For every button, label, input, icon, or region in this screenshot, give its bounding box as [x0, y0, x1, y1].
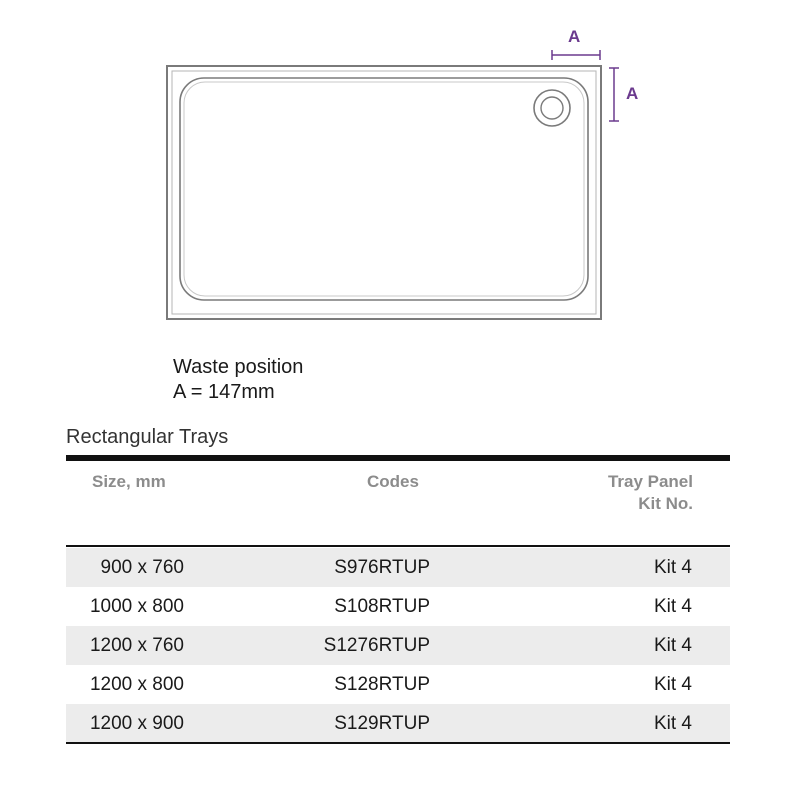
- tray-diagram: [0, 0, 800, 340]
- table-bottom-rule: [66, 742, 730, 744]
- table-title: Rectangular Trays: [66, 426, 229, 448]
- cell-size: 1200 x 800: [89, 674, 184, 695]
- dimension-label-side: A: [626, 84, 639, 103]
- cell-kit: Kit 4: [653, 596, 692, 617]
- cell-code: S129RTUP: [334, 713, 430, 734]
- waste-position-caption: [173, 355, 303, 405]
- header-size: Size, mm: [92, 472, 166, 491]
- cell-code: S976RTUP: [334, 557, 430, 578]
- table-top-rule: [66, 455, 730, 461]
- cell-size: 1200 x 760: [89, 635, 184, 656]
- cell-kit: Kit 4: [653, 557, 692, 578]
- cell-code: S1276RTUP: [323, 635, 430, 656]
- cell-kit: Kit 4: [653, 713, 692, 734]
- header-tray-panel-line2: Kit No.: [638, 494, 693, 513]
- header-tray-panel-line1: Tray Panel: [607, 472, 693, 491]
- cell-kit: Kit 4: [653, 674, 692, 695]
- cell-size: 1000 x 800: [89, 596, 184, 617]
- table-row: [66, 626, 730, 665]
- cell-code: S128RTUP: [334, 674, 430, 695]
- waste-position-label: Waste position: [173, 356, 304, 378]
- cell-size: 900 x 760: [100, 557, 184, 578]
- waste-outlet-inner-icon: [541, 97, 563, 119]
- header-codes: Codes: [367, 472, 419, 491]
- table-header-rule: [66, 545, 730, 547]
- table-row: [66, 548, 730, 587]
- dimension-marker-side: [609, 68, 619, 121]
- header-tray-panel-kit: [533, 471, 693, 515]
- table-row: [66, 704, 730, 743]
- table-row: [66, 587, 730, 626]
- tray-basin: [180, 78, 588, 300]
- cell-code: S108RTUP: [334, 596, 430, 617]
- table-row: [66, 665, 730, 704]
- cell-size: 1200 x 900: [89, 713, 184, 734]
- dimension-marker-top: [552, 50, 600, 60]
- cell-kit: Kit 4: [653, 635, 692, 656]
- table-body: [66, 548, 730, 743]
- waste-position-value: A = 147mm: [173, 381, 275, 403]
- dimension-label-top: A: [568, 27, 581, 46]
